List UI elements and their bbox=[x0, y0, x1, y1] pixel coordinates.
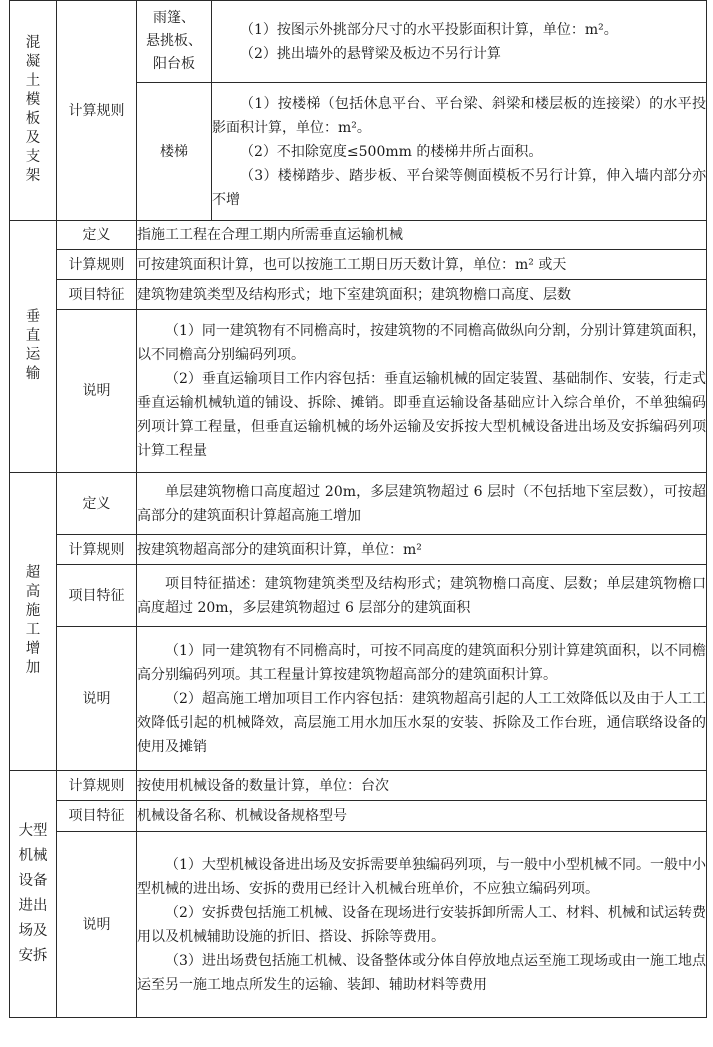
label-project-features: 项目特征 bbox=[57, 280, 137, 310]
category-label: 超 高 施 工 增 加 bbox=[25, 564, 41, 676]
category-concrete-formwork bbox=[10, 1, 57, 221]
content-line: 指施工工程在合理工期内所需垂直运输机械 bbox=[137, 227, 403, 243]
content-line: 项目特征描述：建筑物建筑类型及结构形式；建筑物檐口高度、层数；单层建筑物檐口高度超过 20m，多层建筑物超过 6 层部分的建筑面积 bbox=[137, 575, 706, 616]
content-line: （2）垂直运输项目工作内容包括：垂直运输机械的固定装置、基础制作、安装，行走式垂直运输机械轨道的铺设、拆除、摊销。即垂直运输设备基础应计入综合单价，不单独编码列项计算工程量，但垂直运输机械的场外运输及安拆按大型机械设备进出场及安拆编码列项计算工程量 bbox=[137, 371, 706, 459]
category-vertical-transport bbox=[10, 221, 57, 473]
content-line: （3）进出场费包括施工机械、设备整体或分体自停放地点运至施工现场或由一施工地点运至另一施工地点所发生的运输、装卸、辅助材料等费用 bbox=[137, 952, 706, 993]
content-canopy bbox=[212, 1, 707, 83]
content-line: 按建筑物超高部分的建筑面积计算，单位：m² bbox=[137, 541, 422, 558]
label-calc-rule: 计算规则 bbox=[57, 771, 137, 801]
content-notes bbox=[137, 627, 707, 771]
content-project-features bbox=[137, 565, 707, 627]
label-project-features: 项目特征 bbox=[57, 565, 137, 627]
label-notes: 说明 bbox=[57, 627, 137, 771]
content-calc-rule bbox=[137, 771, 707, 801]
content-line: （1）大型机械设备进出场及安拆需要单独编码列项，与一般中小型机械不同。一般中小型机械的进出场、安拆的费用已经计入机械台班单价，不应独立编码列项。 bbox=[137, 856, 706, 897]
content-line: 可按建筑面积计算，也可以按施工工期日历天数计算，单位：m² 或天 bbox=[137, 256, 567, 273]
label-definition: 定义 bbox=[57, 221, 137, 250]
category-large-machinery bbox=[10, 771, 57, 1018]
category-superhigh-construction bbox=[10, 473, 57, 771]
content-line: （1）同一建筑物有不同檐高时，可按不同高度的建筑面积分别计算建筑面积，以不同檐高分别编码列项。其工程量计算按建筑物超高部分的建筑面积计算。 bbox=[137, 642, 706, 683]
content-project-features bbox=[137, 801, 707, 832]
content-line: 单层建筑物檐口高度超过 20m，多层建筑物超过 6 层时（不包括地下室层数），可按超高部分的建筑面积计算超高施工增加 bbox=[137, 483, 706, 524]
content-definition bbox=[137, 221, 707, 250]
label-calc-rule: 计算规则 bbox=[57, 250, 137, 280]
label-project-features: 项目特征 bbox=[57, 801, 137, 832]
content-line: （2）超高施工增加项目工作内容包括：建筑物超高引起的人工工效降低以及由于人工工效降低引起的机械降效，高层施工用水加压水泵的安装、拆除及工作台班，通信联络设备的使用及摊销 bbox=[137, 690, 706, 755]
content-line: （2）不扣除宽度≤500mm 的楼梯井所占面积。 bbox=[240, 143, 543, 160]
label-notes: 说明 bbox=[57, 310, 137, 473]
content-line: （3）楼梯踏步、踏步板、平台梁等侧面模板不另行计算，伸入墙内部分亦不增 bbox=[212, 167, 706, 208]
content-line: （2）挑出墙外的悬臂梁及板边不另行计算 bbox=[240, 45, 501, 62]
spec-table bbox=[9, 0, 707, 1018]
content-notes bbox=[137, 832, 707, 1018]
content-line: 建筑物建筑类型及结构形式；地下室建筑面积；建筑物檐口高度、层数 bbox=[137, 286, 571, 303]
content-notes bbox=[137, 310, 707, 473]
content-project-features bbox=[137, 280, 707, 310]
sublabel-stairs: 楼梯 bbox=[137, 83, 212, 221]
sublabel-text: 雨篷、 悬挑板、 阳台板 bbox=[146, 10, 202, 72]
sublabel-canopy bbox=[137, 1, 212, 83]
content-calc-rule bbox=[137, 535, 707, 565]
content-stairs bbox=[212, 83, 707, 221]
content-line: 机械设备名称、机械设备规格型号 bbox=[137, 808, 347, 824]
label-calc-rule: 计算规则 bbox=[57, 535, 137, 565]
label-definition: 定义 bbox=[57, 473, 137, 535]
category-label: 大型 机械 设备 进出 场及 安拆 bbox=[18, 823, 48, 964]
content-line: 按使用机械设备的数量计算，单位：台次 bbox=[137, 777, 389, 794]
content-line: （1）按楼梯（包括休息平台、平台梁、斜梁和楼层板的连接梁）的水平投影面积计算，单位：m²。 bbox=[212, 95, 706, 136]
content-calc-rule bbox=[137, 250, 707, 280]
category-label: 垂 直 运 输 bbox=[25, 308, 41, 382]
label-calc-rule: 计算规则 bbox=[57, 1, 137, 221]
content-definition bbox=[137, 473, 707, 535]
label-notes: 说明 bbox=[57, 832, 137, 1018]
content-line: （1）按图示外挑部分尺寸的水平投影面积计算，单位：m²。 bbox=[240, 21, 618, 38]
content-line: （1）同一建筑物有不同檐高时，按建筑物的不同檐高做纵向分割，分别计算建筑面积，以不同檐高分别编码列项。 bbox=[137, 323, 706, 363]
content-line: （2）安拆费包括施工机械、设备在现场进行安装拆卸所需人工、材料、机械和试运转费用以及机械辅助设施的折旧、搭设、拆除等费用。 bbox=[137, 904, 706, 945]
category-label: 混 凝 土 模 板 及 支 架 bbox=[25, 34, 41, 184]
